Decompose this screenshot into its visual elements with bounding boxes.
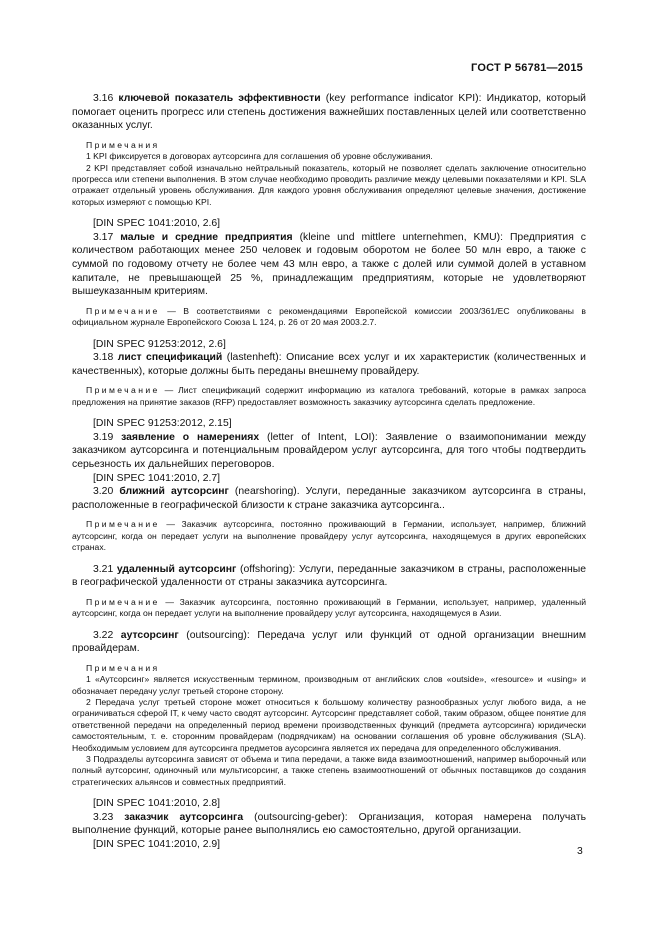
note-label: Примечание — [86, 305, 160, 316]
term-definition: (outsourcing-geber): Организация, которая намерена получать выполнение функций, которые ранее выполнялись ею самостоятельно, другой организации. — [72, 811, 586, 837]
term-name: удаленный аутсорсинг — [116, 563, 237, 575]
term-name: аутсорсинг — [120, 629, 179, 641]
term-name: заявление о намерениях — [121, 431, 260, 443]
note-text: 1 «Аутсорсинг» является искусственным термином, производным от английских слов «outside», «resource» и «using» и обозначает передачу услуг третьей стороне сторону. — [72, 674, 586, 696]
note-text: 2 Передача услуг третьей стороне может относиться к большому количеству разнообразных услуг любого вида, а не ограничиваться сферой IT, к чему часто сводят аутсорсинг. Аутсорсинг представляет собой, таким образом, общее понятие для ответственной передачи на определенный период времени производственных функций (предмета аутсорсинга) юридически самостоятельным, т. е. сторонним провайдерам (подрядчикам) на основании соглашения об уровне обслуживания (SLA). Необходимым условием для аутсорсинга предметов аусорсинга является их передача для определенного обслуживания. — [72, 696, 586, 753]
term-number: 3.18 — [93, 352, 118, 364]
term-name: заказчик аутсорсинга — [124, 811, 244, 823]
term-number: 3.21 — [93, 563, 117, 575]
term-3-20 — [72, 485, 586, 512]
note-text — [72, 597, 586, 620]
term-name: ближний аутсорсинг — [119, 486, 229, 498]
note-body: — Заказчик аутсорсинга, постоянно проживающий в Германии, использует, например, ближний аутсорсинг, когда он передает услуги на выполнение провайдеру услуг аутсорсинга, находящемуся в других европейских странах. — [72, 519, 586, 553]
note-text: 1 KPI фиксируется в договорах аутсорсинга для соглашения об уровне обслуживания. — [86, 151, 433, 162]
note-label: Примечание — [86, 596, 160, 607]
term-definition: (outsourcing): Передача услуг или функций от одной организации внешним провайдерам. — [72, 629, 586, 655]
source-reference: [DIN SPEC 1041:2010, 2.7] — [93, 472, 221, 484]
term-name: лист спецификаций — [117, 352, 223, 364]
notes-title: Примечания — [86, 139, 160, 150]
note-text: 3 Подразделы аутсорсинга зависят от объема и типа передачи, а также вида взаимоотношений, например выборочный или полный аутсорсинг, одиночный или мультисорсинг, а также степень взаимоотношений от обычных поставщиков до создания стратегических альянсов и совместных предприятий. — [72, 754, 586, 787]
note-body: — Лист спецификаций содержит информацию из каталога требований, которые в рамках запроса предложения на принятие заказов (RFP) предоставляет возможность заказчику аутсорсинга сделать предложение. — [72, 385, 586, 407]
source-reference: [DIN SPEC 1041:2010, 2.8] — [93, 798, 221, 810]
term-name: ключевой показатель эффективности — [118, 93, 321, 104]
note-label: Примечание — [86, 519, 160, 530]
term-number: 3.17 — [93, 231, 121, 243]
term-definition: (letter of Intent, LOI): Заявление о взаимопонимании между заказчиком аутсорсинга и потенциальным провайдером услуг аутсорсинга, для того чтобы подтвердить серьезность их дальнейших переговоров. — [72, 431, 587, 470]
term-3-21 — [72, 563, 586, 590]
note-body: — Заказчик аутсорсинга, постоянно проживающий в Германии, использует, например, удаленный аутсорсинг, когда он передает услуги на выполнение провайдеру услуг аутсорсинга, находящемуся в Азии. — [72, 596, 586, 619]
term-3-22 — [72, 629, 586, 656]
term-definition: (lastenheft): Описание всех услуг и их характеристик (количественных и качественных), которые должны быть переданы внешнему провайдеру. — [72, 352, 586, 377]
term-definition: (offshoring): Услуги, переданные заказчиком в страны, расположенные в географической удаленности от страны заказчика аутсорсинга. — [72, 563, 586, 589]
source-reference: [DIN SPEC 91253:2012, 2.15] — [93, 418, 232, 430]
note-text — [72, 385, 586, 408]
term-name: малые и средние предприятия — [120, 231, 293, 243]
standard-id: ГОСТ Р 56781—2015 — [471, 62, 583, 74]
source-reference: [DIN SPEC 91253:2012, 2.6] — [93, 338, 226, 350]
page-content — [72, 92, 586, 852]
term-3-19 — [72, 431, 586, 472]
notes-title: Примечания — [86, 662, 160, 673]
term-number: 3.19 — [93, 431, 122, 443]
term-number: 3.16 — [93, 93, 119, 104]
page-number: 3 — [577, 846, 583, 857]
term-definition: (key performance indicator KPI): Индикатор, который помогает оценить прогресс или степень достижения важнейших поставленных целей или соответственно оказанных услуг. — [72, 93, 586, 132]
note-text — [72, 306, 586, 329]
note-text — [72, 519, 586, 553]
term-definition: (nearshoring). Услуги, переданные заказчиком аутсорсинга в страны, расположенные в географической близости к стране заказчика аутсорсинга.. — [72, 486, 586, 511]
term-3-18 — [72, 351, 586, 378]
term-definition: (kleine und mittlere unternehmen, KMU): Предприятия с количеством работающих менее 250 человек и годовым оборотом не более 50 млн евро, а также с суммой по годовому отчету не более чем 43 млн евро, а также с долей или суммой долей в уставном капитале, не превышающей 25 %, принадлежащим предприятиям, которые не удовлетворяют вышеуказанным критериям. — [72, 231, 586, 298]
term-number: 3.20 — [93, 486, 120, 498]
note-body: — В соответствиями с рекомендациями Европейской комиссии 2003/361/ЕС опубликованы в официальном журнале Европейского Союза L 124, р. 26 от 20 мая 2003.2.7. — [72, 305, 586, 328]
note-label: Примечание — [86, 385, 160, 396]
term-number: 3.22 — [93, 629, 121, 641]
note-text: 2 KPI представляет собой изначально нейтральный показатель, который не позволяет сделать заключение относительно прогресса или степени выполнения. В этом случае необходимо проводить различие между целевыми показателями и KPI. SLA отражает отдельный уровень обслуживания. Для каждого уровня обслуживания определяют целевые значения, достижение которых измеряют с помощью KPI. — [72, 162, 586, 207]
term-3-17 — [72, 231, 586, 299]
term-number: 3.23 — [93, 811, 125, 823]
term-3-16 — [72, 92, 586, 133]
term-3-23 — [72, 811, 586, 838]
source-reference: [DIN SPEC 1041:2010, 2.9] — [93, 839, 221, 850]
source-reference: [DIN SPEC 1041:2010, 2.6] — [93, 218, 221, 230]
